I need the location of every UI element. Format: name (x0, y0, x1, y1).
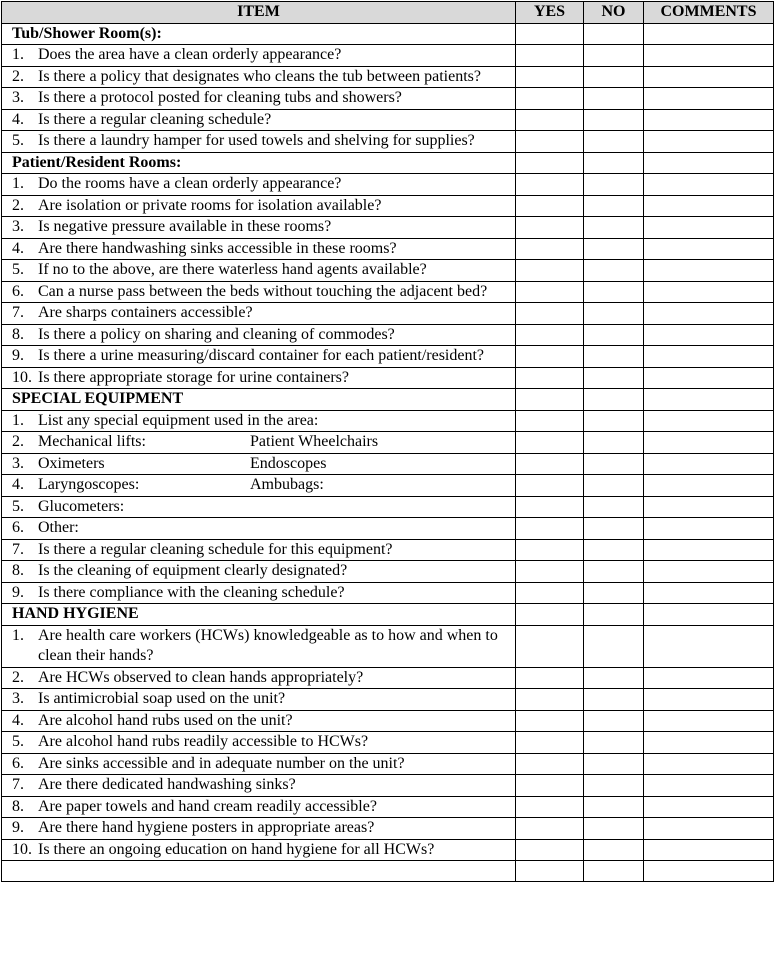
item-cell (2, 66, 516, 88)
section-title: HAND HYGIENE (2, 604, 516, 626)
item-cell (2, 710, 516, 732)
section-title: Patient/Resident Rooms: (2, 152, 516, 174)
yes-cell[interactable] (516, 131, 584, 153)
table-row (2, 667, 774, 689)
comments-cell[interactable] (644, 732, 774, 754)
table-row (2, 174, 774, 196)
no-cell[interactable] (584, 367, 644, 389)
yes-cell[interactable] (516, 518, 584, 540)
item-text: Is antimicrobial soap used on the unit? (38, 690, 286, 707)
yes-cell[interactable] (516, 174, 584, 196)
item-number: 1. (12, 411, 24, 429)
comments-cell[interactable] (644, 775, 774, 797)
item-number: 7. (12, 776, 24, 793)
comments-cell[interactable] (644, 45, 774, 67)
table-row (2, 195, 774, 217)
equipment-label-2: Patient Wheelchairs (250, 433, 379, 450)
no-cell[interactable] (584, 732, 644, 754)
yes-cell[interactable] (516, 66, 584, 88)
item-cell (2, 432, 516, 454)
header-yes: YES (516, 2, 584, 24)
no-cell[interactable] (584, 45, 644, 67)
no-cell[interactable] (584, 518, 644, 540)
comments-cell[interactable] (644, 753, 774, 775)
no-cell[interactable] (584, 324, 644, 346)
comments-cell[interactable] (644, 346, 774, 368)
comments-cell[interactable] (644, 324, 774, 346)
comments-cell[interactable] (644, 23, 774, 45)
item-number: 9. (12, 583, 24, 601)
item-text: Is there a laundry hamper for used towels and shelving for supplies? (38, 132, 475, 149)
item-number: 8. (12, 562, 24, 579)
equipment-label: Laryngoscopes: (38, 476, 140, 493)
item-cell (2, 238, 516, 260)
item-cell (2, 410, 516, 432)
item-number: 8. (12, 797, 24, 815)
table-row (2, 839, 774, 861)
comments-cell[interactable] (644, 539, 774, 561)
item-text: Is negative pressure available in these rooms? (38, 218, 332, 235)
item-number: 5. (12, 733, 24, 750)
yes-cell[interactable] (516, 389, 584, 411)
yes-cell[interactable] (516, 561, 584, 583)
comments-cell[interactable] (644, 818, 774, 840)
table-row (2, 796, 774, 818)
item-number: 6. (12, 519, 24, 536)
item-cell (2, 775, 516, 797)
table-row (2, 475, 774, 497)
no-cell[interactable] (584, 174, 644, 196)
yes-cell[interactable] (516, 88, 584, 110)
item-text: Is there a policy that designates who cleans the tub between patients? (38, 67, 481, 85)
yes-cell[interactable] (516, 195, 584, 217)
item-text: Can a nurse pass between the beds without touching the adjacent bed? (38, 282, 488, 300)
table-row (2, 561, 774, 583)
item-text: Are there handwashing sinks accessible in these rooms? (38, 239, 397, 257)
item-number: 9. (12, 347, 24, 364)
checklist-table (1, 1, 774, 882)
item-cell (2, 195, 516, 217)
yes-cell[interactable] (516, 689, 584, 711)
item-number: 10. (12, 368, 32, 386)
item-text: Are isolation or private rooms for isolation available? (38, 196, 382, 214)
table-row (2, 518, 774, 540)
item-text: Is the cleaning of equipment clearly designated? (38, 562, 348, 579)
item-cell (2, 839, 516, 861)
no-cell[interactable] (584, 346, 644, 368)
yes-cell[interactable] (516, 710, 584, 732)
yes-cell[interactable] (516, 410, 584, 432)
yes-cell[interactable] (516, 281, 584, 303)
yes-cell[interactable] (516, 432, 584, 454)
item-text: Glucometers: (38, 497, 125, 515)
item-number: 7. (12, 540, 24, 558)
no-cell[interactable] (584, 861, 644, 882)
item-text: Is there compliance with the cleaning schedule? (38, 583, 345, 601)
item-cell (2, 453, 516, 475)
no-cell[interactable] (584, 710, 644, 732)
item-cell (2, 582, 516, 604)
item-text: Is there appropriate storage for urine containers? (38, 368, 349, 386)
no-cell[interactable] (584, 66, 644, 88)
item-number: 9. (12, 819, 24, 836)
table-row (2, 346, 774, 368)
comments-cell[interactable] (644, 66, 774, 88)
item-text: Do the rooms have a clean orderly appearance? (38, 175, 342, 192)
yes-cell[interactable] (516, 604, 584, 626)
empty-row (2, 861, 774, 882)
comments-cell[interactable] (644, 710, 774, 732)
table-row (2, 818, 774, 840)
no-cell[interactable] (584, 303, 644, 325)
item-cell (2, 732, 516, 754)
yes-cell[interactable] (516, 238, 584, 260)
table-row (2, 260, 774, 282)
no-cell[interactable] (584, 432, 644, 454)
item-number: 3. (12, 89, 24, 106)
item-cell (2, 561, 516, 583)
comments-cell[interactable] (644, 260, 774, 282)
no-cell[interactable] (584, 260, 644, 282)
item-cell (2, 367, 516, 389)
yes-cell[interactable] (516, 152, 584, 174)
yes-cell[interactable] (516, 260, 584, 282)
comments-cell[interactable] (644, 217, 774, 239)
table-row (2, 539, 774, 561)
item-number: 3. (12, 454, 24, 472)
no-cell[interactable] (584, 281, 644, 303)
section-header-row (2, 604, 774, 626)
item-number: 8. (12, 325, 24, 343)
no-cell[interactable] (584, 604, 644, 626)
item-text: Is there a regular cleaning schedule for this equipment? (38, 540, 393, 558)
item-cell (2, 689, 516, 711)
table-row (2, 324, 774, 346)
checklist-body (2, 23, 774, 882)
item-cell (2, 88, 516, 110)
item-number: 1. (12, 175, 24, 192)
item-cell (2, 324, 516, 346)
section-header-row (2, 389, 774, 411)
item-number: 2. (12, 67, 24, 85)
no-cell[interactable] (584, 818, 644, 840)
table-row (2, 45, 774, 67)
item-text: Other: (38, 519, 79, 536)
comments-cell[interactable] (644, 303, 774, 325)
item-cell (2, 174, 516, 196)
comments-cell[interactable] (644, 88, 774, 110)
comments-cell[interactable] (644, 496, 774, 518)
yes-cell[interactable] (516, 367, 584, 389)
table-row (2, 238, 774, 260)
item-number: 3. (12, 218, 24, 235)
item-text: Are health care workers (HCWs) knowledgeable as to how and when to clean their hands? (38, 626, 498, 664)
item-cell (2, 667, 516, 689)
item-number: 4. (12, 711, 24, 729)
item-cell (2, 625, 516, 667)
item-number: 7. (12, 304, 24, 321)
equipment-label: Mechanical lifts: (38, 433, 146, 450)
item-cell (2, 753, 516, 775)
item-number: 3. (12, 690, 24, 707)
header-row (2, 2, 774, 24)
item-cell (2, 260, 516, 282)
comments-cell[interactable] (644, 131, 774, 153)
item-text: Are paper towels and hand cream readily accessible? (38, 797, 377, 815)
no-cell[interactable] (584, 453, 644, 475)
no-cell[interactable] (584, 217, 644, 239)
item-number: 1. (12, 46, 24, 63)
item-number: 5. (12, 132, 24, 149)
no-cell[interactable] (584, 625, 644, 667)
table-row (2, 66, 774, 88)
no-cell[interactable] (584, 475, 644, 497)
header-no: NO (584, 2, 644, 24)
yes-cell[interactable] (516, 861, 584, 882)
no-cell[interactable] (584, 496, 644, 518)
comments-cell[interactable] (644, 432, 774, 454)
item-number: 10. (12, 840, 32, 858)
item-number: 2. (12, 433, 24, 450)
item-text: If no to the above, are there waterless hand agents available? (38, 261, 427, 278)
item-cell (2, 818, 516, 840)
header-item: ITEM (2, 2, 516, 24)
section-header-row (2, 23, 774, 45)
no-cell[interactable] (584, 195, 644, 217)
comments-cell[interactable] (644, 561, 774, 583)
section-header-row (2, 152, 774, 174)
table-row (2, 410, 774, 432)
item-cell (2, 796, 516, 818)
comments-cell[interactable] (644, 367, 774, 389)
item-number: 6. (12, 754, 24, 772)
table-row (2, 710, 774, 732)
yes-cell[interactable] (516, 582, 584, 604)
item-cell (2, 303, 516, 325)
equipment-label-2: Ambubags: (250, 476, 324, 493)
comments-cell[interactable] (644, 839, 774, 861)
item-cell (2, 475, 516, 497)
table-row (2, 303, 774, 325)
item-number: 1. (12, 626, 24, 644)
item-number: 6. (12, 282, 24, 300)
no-cell[interactable] (584, 389, 644, 411)
table-row (2, 109, 774, 131)
comments-cell[interactable] (644, 796, 774, 818)
comments-cell[interactable] (644, 410, 774, 432)
yes-cell[interactable] (516, 346, 584, 368)
no-cell[interactable] (584, 753, 644, 775)
yes-cell[interactable] (516, 753, 584, 775)
item-number: 5. (12, 497, 24, 515)
comments-cell[interactable] (644, 453, 774, 475)
comments-cell[interactable] (644, 518, 774, 540)
comments-cell[interactable] (644, 195, 774, 217)
comments-cell[interactable] (644, 109, 774, 131)
item-cell (2, 45, 516, 67)
item-text: Does the area have a clean orderly appearance? (38, 46, 342, 63)
table-row (2, 453, 774, 475)
table-row (2, 367, 774, 389)
yes-cell[interactable] (516, 625, 584, 667)
no-cell[interactable] (584, 689, 644, 711)
item-number: 2. (12, 196, 24, 214)
item-cell (2, 518, 516, 540)
no-cell[interactable] (584, 775, 644, 797)
no-cell[interactable] (584, 88, 644, 110)
item-text: Are there dedicated handwashing sinks? (38, 776, 296, 793)
item-cell (2, 217, 516, 239)
yes-cell[interactable] (516, 45, 584, 67)
item-text: Is there an ongoing education on hand hygiene for all HCWs? (38, 840, 435, 858)
table-row (2, 217, 774, 239)
item-text: Are sinks accessible and in adequate number on the unit? (38, 754, 405, 772)
item-number: 4. (12, 110, 24, 128)
item-number: 5. (12, 261, 24, 278)
item-text: Are HCWs observed to clean hands appropriately? (38, 668, 364, 686)
no-cell[interactable] (584, 23, 644, 45)
yes-cell[interactable] (516, 23, 584, 45)
yes-cell[interactable] (516, 217, 584, 239)
no-cell[interactable] (584, 109, 644, 131)
item-text: Are alcohol hand rubs used on the unit? (38, 711, 293, 729)
table-row (2, 88, 774, 110)
item-cell (2, 131, 516, 153)
comments-cell[interactable] (644, 389, 774, 411)
item-text: Are alcohol hand rubs readily accessible to HCWs? (38, 733, 369, 750)
comments-cell[interactable] (644, 281, 774, 303)
item-text: Is there a protocol posted for cleaning tubs and showers? (38, 89, 402, 106)
item-cell (2, 539, 516, 561)
no-cell[interactable] (584, 539, 644, 561)
yes-cell[interactable] (516, 324, 584, 346)
item-text: List any special equipment used in the area: (38, 411, 319, 429)
table-row (2, 432, 774, 454)
yes-cell[interactable] (516, 667, 584, 689)
no-cell[interactable] (584, 582, 644, 604)
table-row (2, 732, 774, 754)
item-cell (2, 281, 516, 303)
yes-cell[interactable] (516, 796, 584, 818)
item-text: Is there a urine measuring/discard container for each patient/resident? (38, 347, 485, 364)
yes-cell[interactable] (516, 453, 584, 475)
item-text: Are there hand hygiene posters in appropriate areas? (38, 819, 375, 836)
item-text: Is there a policy on sharing and cleaning of commodes? (38, 325, 395, 343)
yes-cell[interactable] (516, 775, 584, 797)
item-cell (2, 346, 516, 368)
comments-cell[interactable] (644, 582, 774, 604)
no-cell[interactable] (584, 131, 644, 153)
no-cell[interactable] (584, 796, 644, 818)
item-cell (2, 496, 516, 518)
table-row (2, 131, 774, 153)
table-row (2, 281, 774, 303)
equipment-label: Oximeters (38, 454, 105, 472)
item-text: Are sharps containers accessible? (38, 304, 253, 321)
section-title: Tub/Shower Room(s): (2, 23, 516, 45)
table-row (2, 753, 774, 775)
yes-cell[interactable] (516, 539, 584, 561)
comments-cell[interactable] (644, 667, 774, 689)
no-cell[interactable] (584, 561, 644, 583)
item-number: 2. (12, 668, 24, 686)
comments-cell[interactable] (644, 174, 774, 196)
comments-cell[interactable] (644, 238, 774, 260)
no-cell[interactable] (584, 152, 644, 174)
item-cell (2, 861, 516, 882)
no-cell[interactable] (584, 667, 644, 689)
no-cell[interactable] (584, 410, 644, 432)
table-row (2, 625, 774, 667)
comments-cell[interactable] (644, 604, 774, 626)
yes-cell[interactable] (516, 496, 584, 518)
comments-cell[interactable] (644, 152, 774, 174)
comments-cell[interactable] (644, 625, 774, 667)
yes-cell[interactable] (516, 303, 584, 325)
table-row (2, 775, 774, 797)
item-cell (2, 109, 516, 131)
yes-cell[interactable] (516, 818, 584, 840)
header-comments: COMMENTS (644, 2, 774, 24)
comments-cell[interactable] (644, 689, 774, 711)
yes-cell[interactable] (516, 839, 584, 861)
no-cell[interactable] (584, 238, 644, 260)
table-row (2, 689, 774, 711)
table-row (2, 582, 774, 604)
yes-cell[interactable] (516, 732, 584, 754)
item-number: 4. (12, 239, 24, 257)
equipment-label-2: Endoscopes (250, 454, 327, 472)
comments-cell[interactable] (644, 861, 774, 882)
table-row (2, 496, 774, 518)
item-number: 4. (12, 476, 24, 493)
yes-cell[interactable] (516, 109, 584, 131)
item-text: Is there a regular cleaning schedule? (38, 110, 272, 128)
yes-cell[interactable] (516, 475, 584, 497)
comments-cell[interactable] (644, 475, 774, 497)
section-title: SPECIAL EQUIPMENT (2, 389, 516, 411)
no-cell[interactable] (584, 839, 644, 861)
